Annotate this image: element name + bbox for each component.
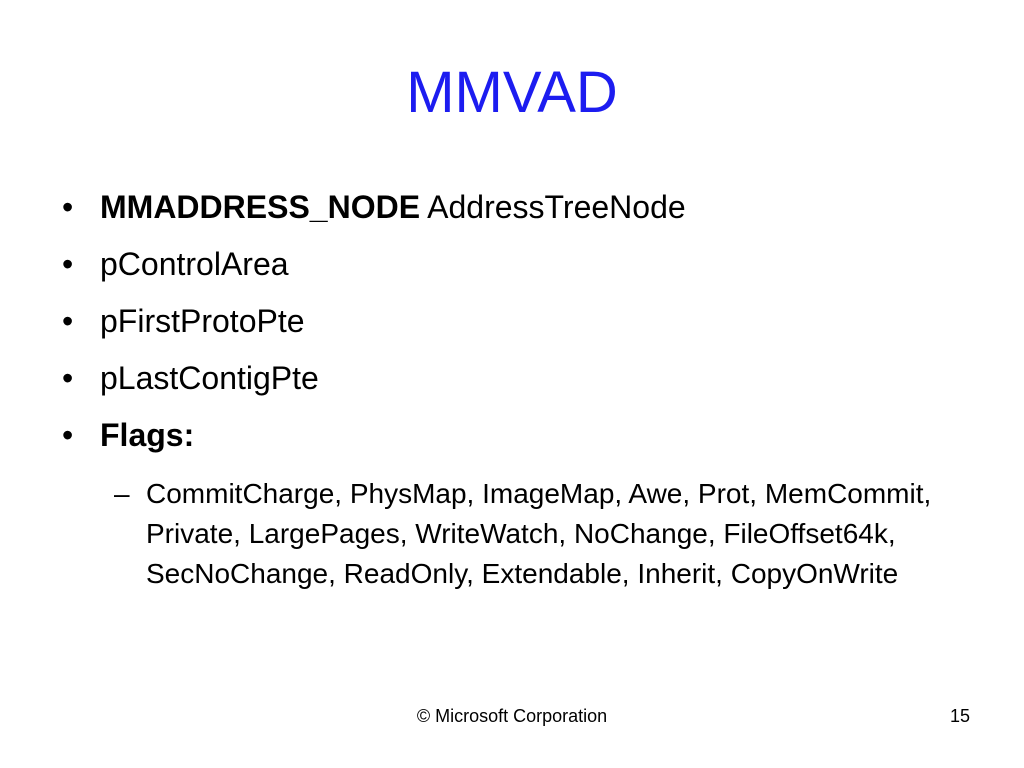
bullet-marker: • xyxy=(62,189,74,225)
bullet-item xyxy=(62,359,982,397)
bullet-list xyxy=(62,188,982,473)
bullet-item xyxy=(62,302,982,340)
bullet-text: pControlArea xyxy=(100,246,289,282)
bullet-text: AddressTreeNode xyxy=(420,189,686,225)
bullet-bold-text: Flags: xyxy=(100,417,195,453)
bullet-item xyxy=(62,416,982,454)
bullet-marker: • xyxy=(62,303,74,339)
sub-bullet-text: CommitCharge, PhysMap, ImageMap, Awe, Prot, MemCommit, Private, LargePages, WriteWatch, NoChange, FileOffset64k, SecNoChange, ReadOnly, Extendable, Inherit, CopyOnWrite xyxy=(146,478,932,589)
bullet-item xyxy=(62,188,982,226)
bullet-bold-text: MMADDRESS_NODE xyxy=(100,189,421,225)
bullet-marker: • xyxy=(62,417,74,453)
bullet-item xyxy=(62,245,982,283)
bullet-marker: • xyxy=(62,246,74,282)
footer-copyright: © Microsoft Corporation xyxy=(416,706,608,726)
bullet-marker: • xyxy=(62,360,74,396)
page-number: 15 xyxy=(949,706,970,726)
bullet-text: pFirstProtoPte xyxy=(100,303,305,339)
sub-bullet xyxy=(114,474,964,594)
slide-title: MMVAD xyxy=(406,60,618,125)
sub-bullet-marker: – xyxy=(114,478,130,509)
bullet-text: pLastContigPte xyxy=(100,360,319,396)
